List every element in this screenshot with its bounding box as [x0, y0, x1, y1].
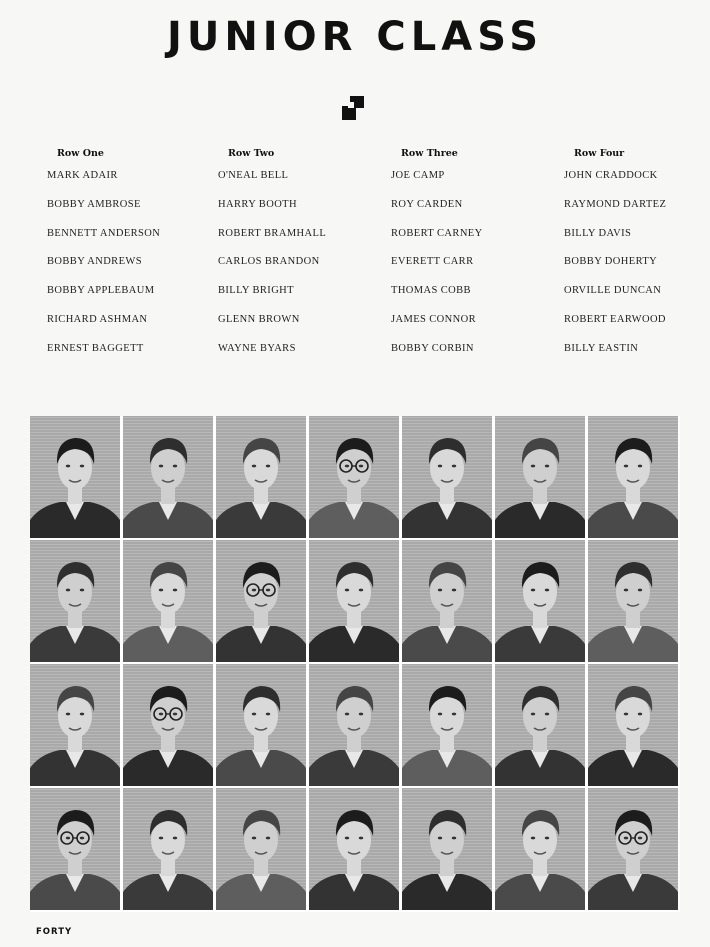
name-column-row-one	[47, 148, 207, 372]
student-portrait	[495, 664, 585, 786]
student-name: RICHARD ASHMAN	[47, 313, 148, 325]
student-name: JOHN CRADDOCK	[564, 170, 658, 181]
student-name: ROBERT CARNEY	[391, 227, 483, 239]
column-heading: Row Three	[401, 148, 458, 159]
student-portrait	[123, 788, 213, 910]
student-name: ROBERT BRAMHALL	[218, 227, 327, 239]
column-heading: Row Four	[574, 148, 625, 159]
student-name: JAMES CONNOR	[391, 313, 477, 325]
column-heading: Row One	[57, 148, 104, 159]
student-portrait	[30, 664, 120, 786]
student-name: ROBERT EARWOOD	[564, 313, 666, 325]
student-name: ORVILLE DUNCAN	[564, 285, 662, 297]
student-portrait	[588, 664, 678, 786]
student-name: BILLY EASTIN	[564, 342, 639, 354]
student-portrait	[588, 788, 678, 910]
student-name: MARK ADAIR	[47, 170, 118, 181]
student-portrait	[30, 788, 120, 910]
student-name: GLENN BROWN	[218, 313, 300, 325]
student-portrait	[30, 416, 120, 538]
student-name: O'NEAL BELL	[218, 170, 289, 181]
student-name: BOBBY APPLEBAUM	[47, 285, 155, 297]
student-name: RAYMOND DARTEZ	[564, 198, 667, 210]
ornament-icon	[340, 96, 370, 124]
name-columns	[0, 148, 710, 388]
student-name: BOBBY CORBIN	[391, 342, 474, 354]
student-name: THOMAS COBB	[391, 285, 471, 297]
student-name: JOE CAMP	[391, 170, 445, 181]
page-title: JUNIOR CLASS	[166, 14, 544, 60]
student-portrait	[309, 540, 399, 662]
student-portrait	[216, 664, 306, 786]
student-name: ROY CARDEN	[391, 198, 463, 210]
student-portrait	[309, 788, 399, 910]
student-name: EVERETT CARR	[391, 256, 474, 268]
student-portrait	[402, 416, 492, 538]
student-portrait	[123, 664, 213, 786]
student-name: HARRY BOOTH	[218, 198, 297, 210]
name-column-row-two	[218, 148, 378, 372]
student-portrait	[495, 540, 585, 662]
student-portrait	[123, 416, 213, 538]
student-name: CARLOS BRANDON	[218, 256, 320, 268]
name-column-row-four	[564, 148, 710, 372]
student-portrait	[30, 540, 120, 662]
student-name: BOBBY AMBROSE	[47, 198, 141, 210]
student-portrait	[402, 664, 492, 786]
name-column-row-three	[391, 148, 551, 372]
student-name: BENNETT ANDERSON	[47, 227, 161, 239]
student-name: WAYNE BYARS	[218, 342, 296, 354]
student-name: BILLY BRIGHT	[218, 285, 294, 297]
student-portrait	[402, 788, 492, 910]
column-heading: Row Two	[228, 148, 275, 159]
student-name: BILLY DAVIS	[564, 227, 632, 239]
student-portrait	[495, 416, 585, 538]
student-name: BOBBY ANDREWS	[47, 256, 142, 268]
student-portrait	[216, 540, 306, 662]
student-name: ERNEST BAGGETT	[47, 342, 144, 354]
student-portrait	[123, 540, 213, 662]
student-portrait	[309, 664, 399, 786]
page-number: FORTY	[36, 927, 73, 937]
student-portrait	[216, 788, 306, 910]
student-portrait	[309, 416, 399, 538]
student-portrait	[495, 788, 585, 910]
student-name: BOBBY DOHERTY	[564, 256, 658, 268]
student-portrait	[402, 540, 492, 662]
student-portrait	[216, 416, 306, 538]
student-portrait	[588, 416, 678, 538]
portrait-grid	[30, 416, 680, 912]
student-portrait	[588, 540, 678, 662]
